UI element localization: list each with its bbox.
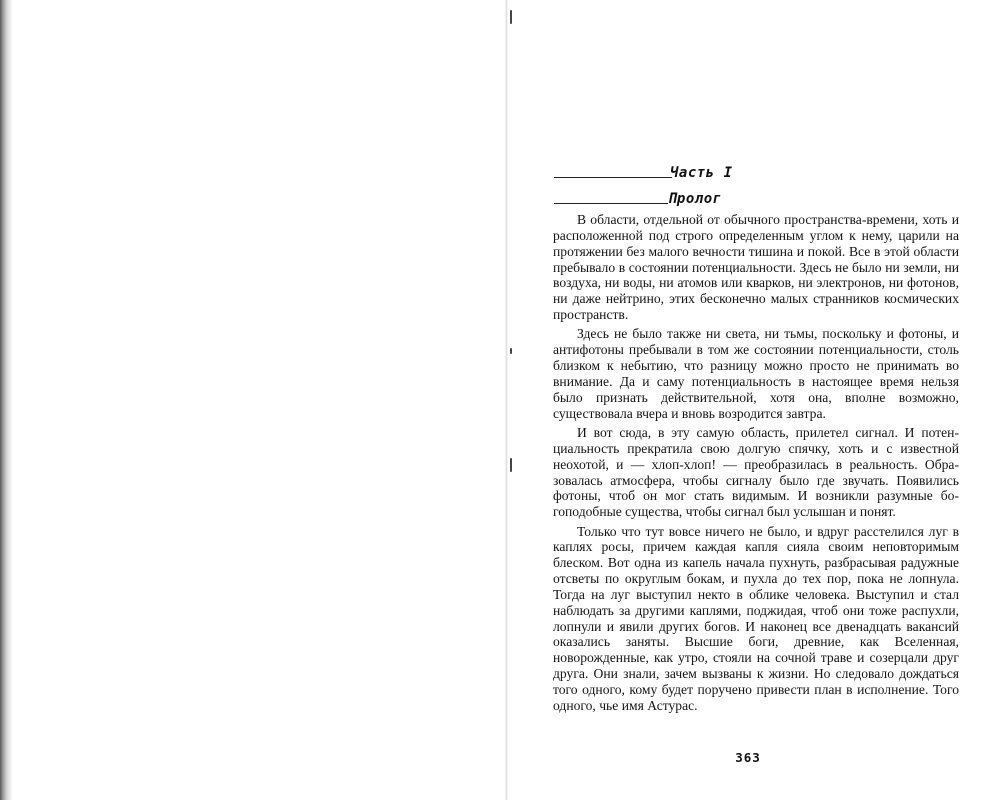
chapter-title: Пролог — [668, 191, 722, 207]
paragraph: Только что тут вовсе ничего не было, и вдруг расстелился луг в каплях росы, причем каждая капля сияла своим неповторимым блеском. Вот одна из капель начала пухнуть, разбрасывая радужные отсветы по округлым бокам, и пухла до тех пор, пока не лопнула. Тогда на луг выступил некто в облике человека. Выступил и стал наблюдать за другими каплями, поджидая, чтоб они тоже распухли, лопнули и явили других богов. И наконец все двенадцать вакансий оказались заняты. Высшие боги, древние, как Вселенная, новорожденные, как утро, стояли на сочной траве и созерцали друг друга. Они знали, зачем вызваны к жизни. Но следовало дождаться того одного, кому будет поручено привести план в исполнение. Того одного, чье имя Астурас. — [553, 523, 959, 713]
chapter-heading — [554, 186, 774, 208]
part-heading — [554, 160, 774, 182]
chapter-heading-rule — [554, 203, 668, 204]
paragraph: В области, отдельной от обычного пространства-времени, хоть и расположенной под строго определенным углом к нему, царили на протяжении без малого вечности тишина и покой. Все в этой области пребывало в состоянии потенциальности. Здесь не было ни земли, ни воздуха, ни воды, ни атомов или кварков, ни электронов, ни фотонов, ни даже нейтрино, этих бесконечно малых странников космических пространств. — [553, 212, 959, 323]
prologue-text — [553, 212, 959, 714]
paragraph: Здесь не было также ни света, ни тьмы, поскольку и фотоны, и антифотоны пребывали в том же состоянии потенциальности, столь близком к небытию, что разницу можно просто не принимать во внимание. Да и саму потенциальность в настоящее время нельзя было признать действительной, хотя она, вполне возможно, существовала вчера и вновь возродится завтра. — [553, 326, 959, 421]
part-heading-rule — [554, 177, 672, 178]
page-number: 363 — [735, 750, 761, 765]
paragraph: И вот сюда, в эту самую область, прилетел сигнал. И потенциальность прекратила свою долгую спячку, хоть и с известной неохотой, и — хлоп-хлоп! — преобразилась в реальность. Образовалась атмосфера, чтобы сигналу было где звучать. Появились фотоны, чтоб он мог стать видимым. И возникли разумные богоподобные существа, чтобы сигнал был услышан и понят. — [553, 424, 959, 520]
part-title: Часть I — [670, 165, 733, 181]
left-page-edge-shadow — [0, 0, 14, 800]
